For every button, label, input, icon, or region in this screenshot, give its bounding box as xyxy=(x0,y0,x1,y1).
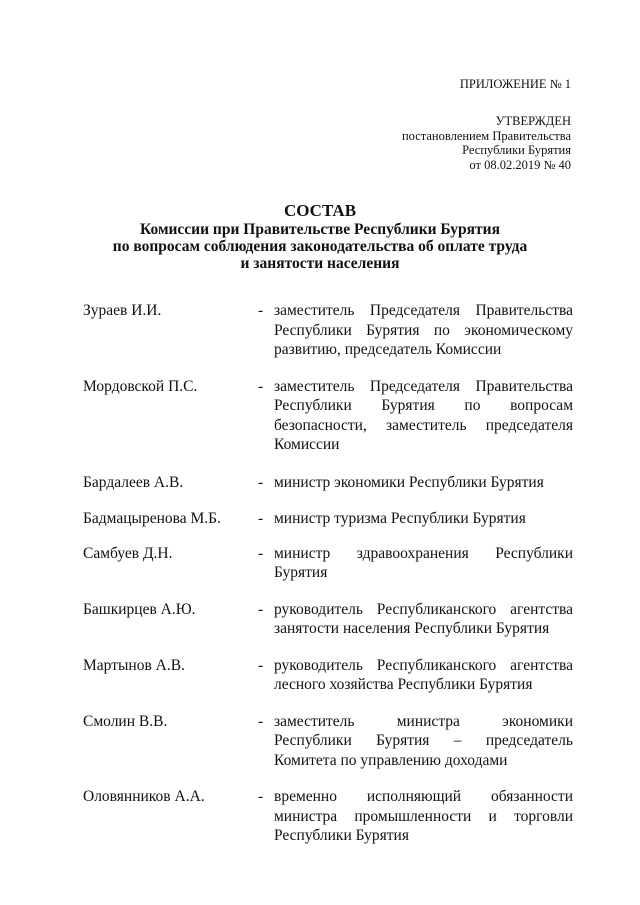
approval-authority: Республики Бурятия xyxy=(462,143,571,157)
member-separator: - xyxy=(258,473,264,491)
document-title xyxy=(0,201,640,272)
member-position: временно исполняющий обязанности министра промышленности и торговли Республики Бурятия xyxy=(274,788,573,844)
approval-date-number: от 08.02.2019 № 40 xyxy=(469,157,571,172)
member-row xyxy=(83,712,573,771)
member-name: Мордовской П.С. xyxy=(83,377,198,395)
member-name: Бардалеев А.В. xyxy=(83,473,184,491)
member-separator: - xyxy=(258,788,264,805)
member-row xyxy=(83,377,573,455)
appendix-label: ПРИЛОЖЕНИЕ № 1 xyxy=(459,77,571,91)
member-position: заместитель Председателя Правительства Республики Бурятия по вопросам безопасности, заместитель председателя Комиссии xyxy=(274,377,573,453)
approval-decree: постановлением Правительства xyxy=(401,128,571,143)
title-line: Комиссии при Правительстве Республики Бурятия xyxy=(140,221,500,238)
member-row xyxy=(83,600,573,639)
member-separator: - xyxy=(258,600,264,618)
member-position: руководитель Республиканского агентства занятости населения Республики Бурятия xyxy=(274,600,573,637)
members-list xyxy=(83,301,573,846)
member-name: Башкирцев А.Ю. xyxy=(83,600,196,618)
member-name: Самбуев Д.Н. xyxy=(83,544,173,562)
member-separator: - xyxy=(258,377,264,395)
member-name: Бадмацыренова М.Б. xyxy=(83,510,221,527)
member-name: Смолин В.В. xyxy=(83,712,168,730)
member-row xyxy=(83,301,573,360)
member-name: Мартынов А.В. xyxy=(83,656,185,674)
member-name: Зураев И.И. xyxy=(83,302,162,319)
approval-block xyxy=(402,114,571,172)
member-separator: - xyxy=(258,302,264,319)
member-separator: - xyxy=(258,712,264,730)
member-row xyxy=(83,544,573,583)
title-line: и занятости населения xyxy=(240,255,400,272)
member-position: министр экономики Республики Бурятия xyxy=(274,473,544,491)
member-position: заместитель Председателя Правительства Республики Бурятия по экономическому развитию, председатель Комиссии xyxy=(274,302,573,358)
title-line: по вопросам соблюдения законодательства об оплате труда xyxy=(112,238,528,255)
member-name: Оловянников А.А. xyxy=(83,788,205,805)
member-position: руководитель Республиканского агентства лесного хозяйства Республики Бурятия xyxy=(274,656,573,693)
member-position: министр здравоохранения Республики Бурятия xyxy=(274,544,573,581)
member-separator: - xyxy=(258,656,264,674)
member-row xyxy=(83,656,573,695)
member-row xyxy=(83,787,573,846)
member-position: заместитель министра экономики Республики Бурятия – председатель Комитета по управлению доходами xyxy=(274,712,573,769)
member-row xyxy=(83,473,573,493)
member-separator: - xyxy=(258,544,264,562)
member-separator: - xyxy=(258,510,264,527)
member-position: министр туризма Республики Бурятия xyxy=(274,510,526,527)
approval-status: УТВЕРЖДЕН xyxy=(495,114,571,128)
title-heading: СОСТАВ xyxy=(283,201,357,220)
member-row xyxy=(83,509,573,529)
